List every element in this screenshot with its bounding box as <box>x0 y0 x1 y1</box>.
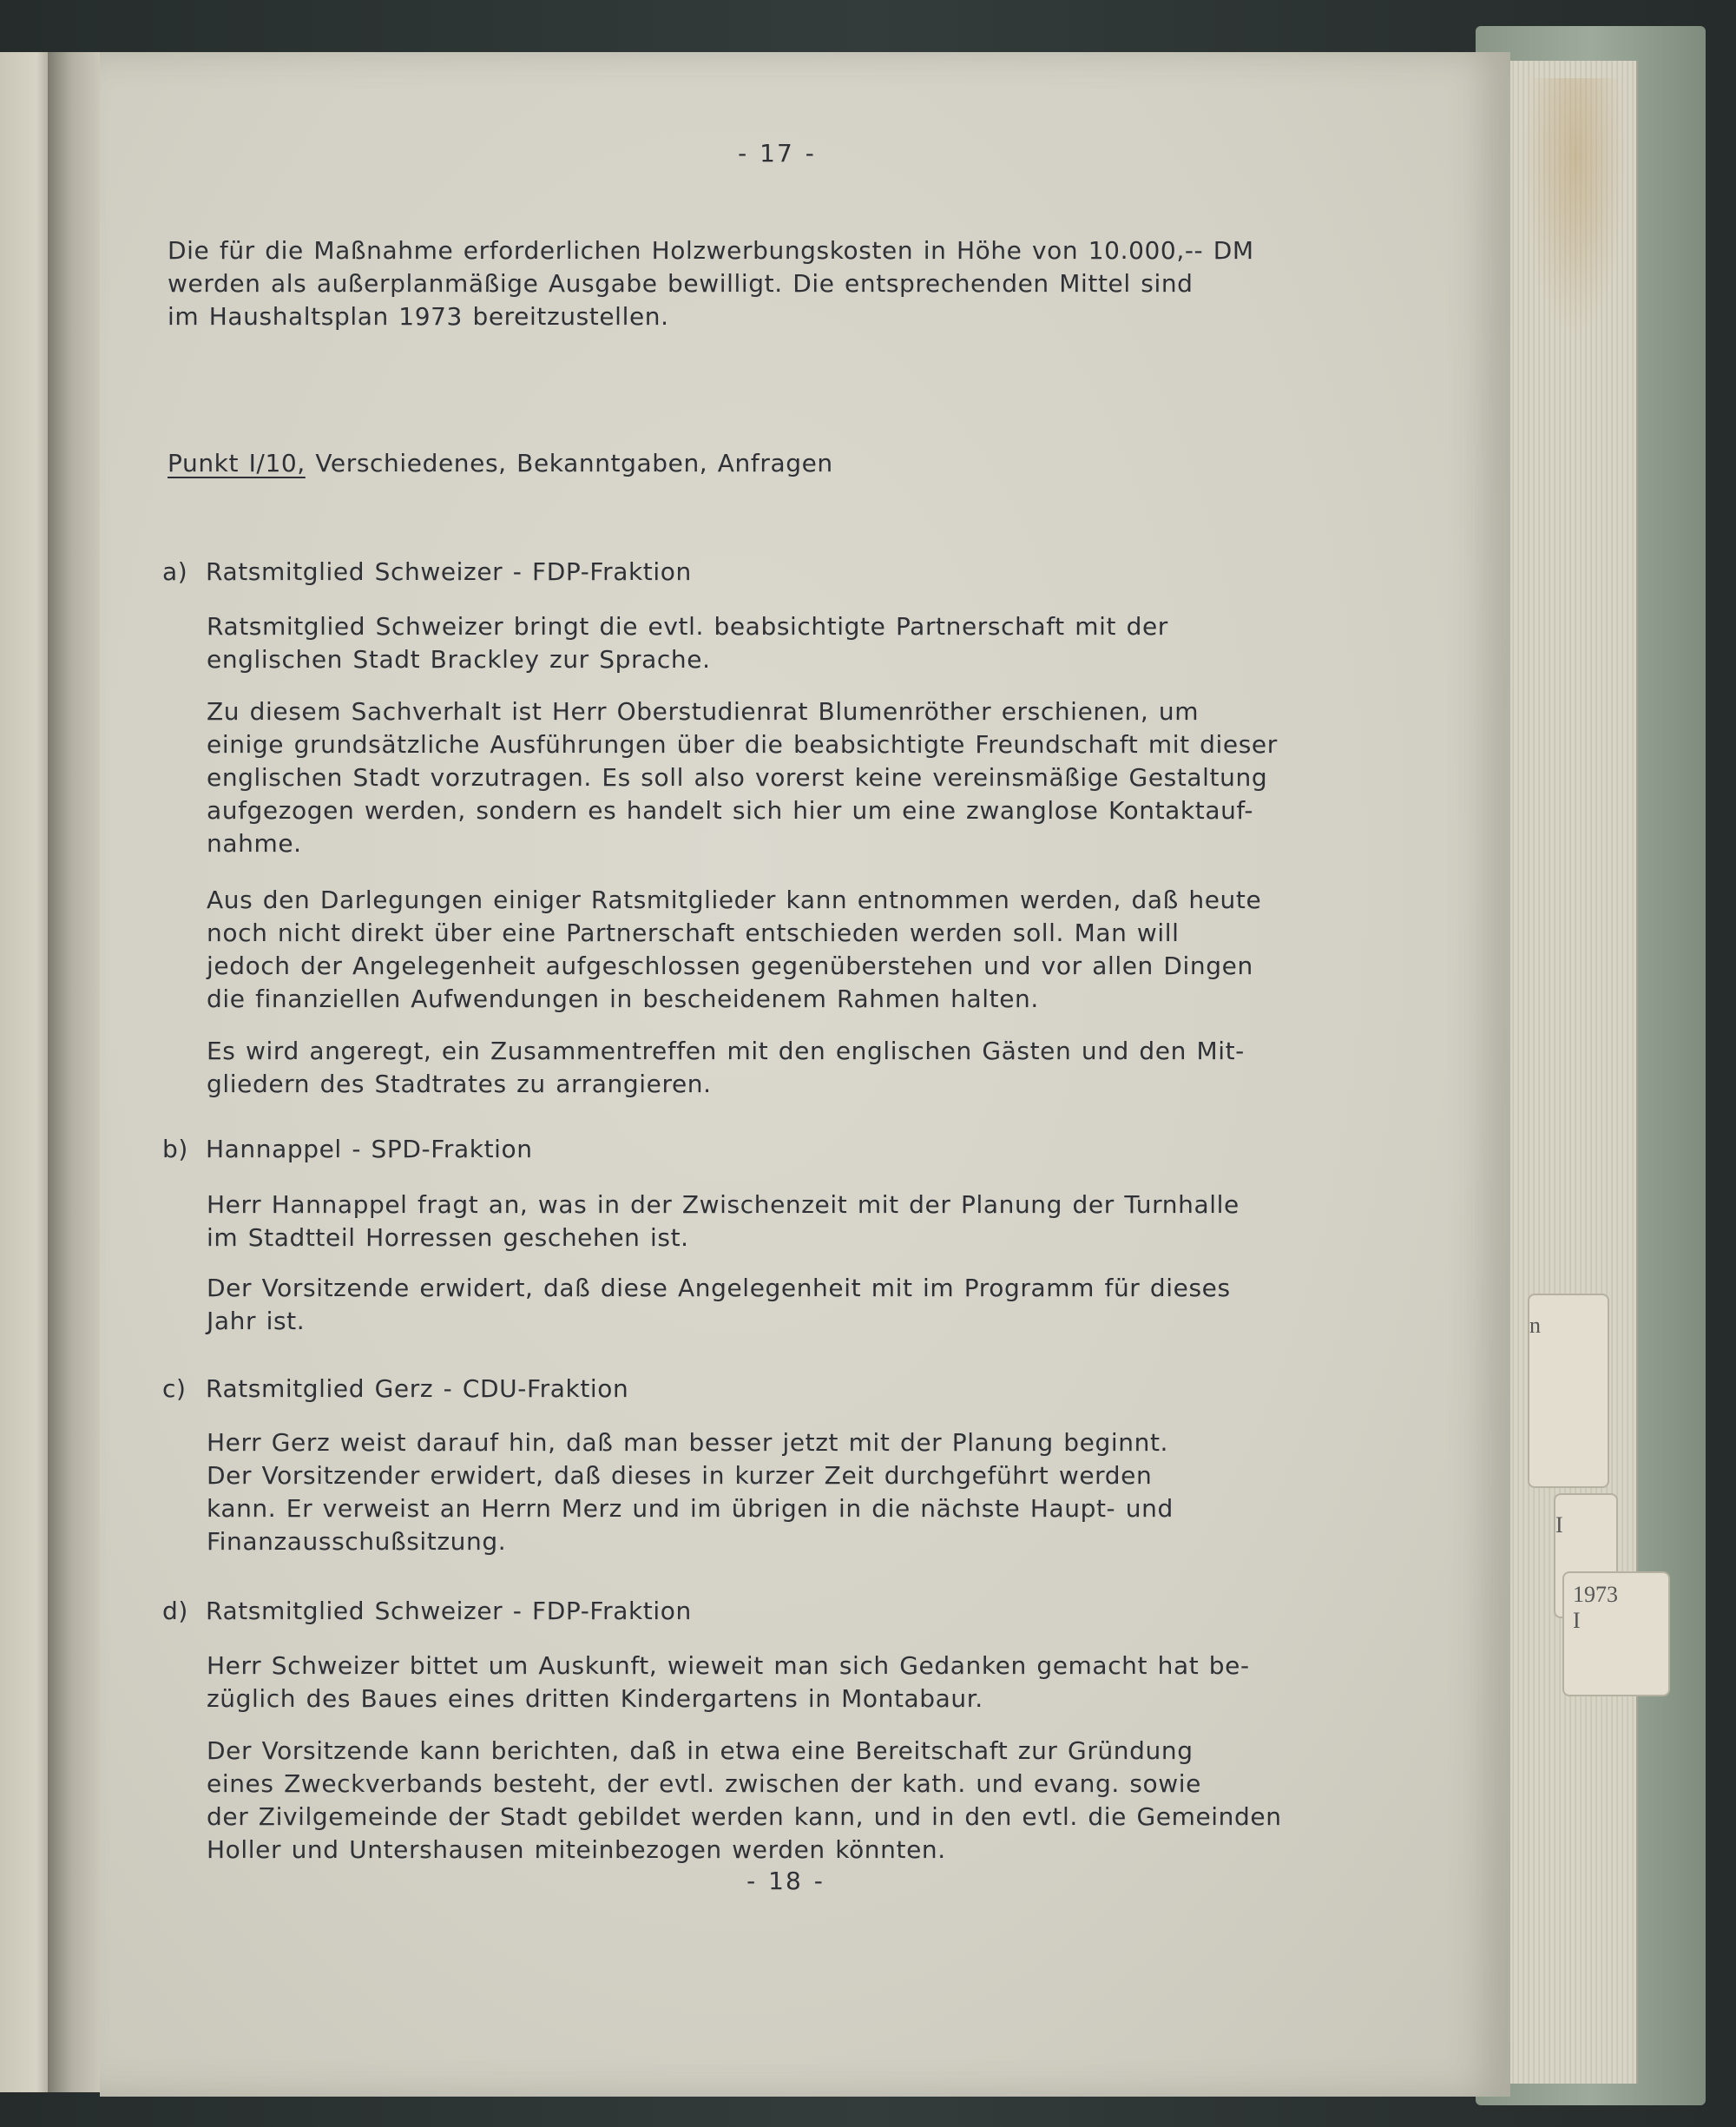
item-d-paragraph-2 <box>207 1735 1457 1867</box>
item-a-paragraph-2 <box>207 695 1457 860</box>
text-line: Herr Gerz weist darauf hin, daß man besser jetzt mit der Planung beginnt. <box>207 1428 1169 1457</box>
index-tab <box>1528 1294 1609 1488</box>
document-page <box>100 52 1510 2097</box>
text-line: werden als außerplanmäßige Ausgabe bewilligt. Die entsprechenden Mittel sind <box>168 269 1194 298</box>
page-edges <box>1489 61 1638 2084</box>
text-line: züglich des Baues eines dritten Kindergartens in Montabaur. <box>207 1684 983 1713</box>
item-a-paragraph-3 <box>207 884 1457 1016</box>
item-label: d) <box>162 1597 188 1625</box>
text-line: Herr Hannappel fragt an, was in der Zwischenzeit mit der Planung der Turnhalle <box>207 1190 1240 1219</box>
text-line: kann. Er verweist an Herrn Merz und im übrigen in die nächste Haupt- und <box>207 1494 1174 1523</box>
item-title: Ratsmitglied Gerz - CDU-Fraktion <box>206 1374 629 1403</box>
text-line: englischen Stadt vorzutragen. Es soll also vorerst keine vereinsmäßige Gestaltung <box>207 763 1268 792</box>
section-number: Punkt I/10, <box>168 449 306 477</box>
text-line: Der Vorsitzende kann berichten, daß in etwa eine Bereitschaft zur Gründung <box>207 1736 1194 1765</box>
item-label: b) <box>162 1135 188 1163</box>
tab-label: n <box>1529 1313 1541 1338</box>
text-line: Herr Schweizer bittet um Auskunft, wieweit man sich Gedanken gemacht hat be- <box>207 1651 1250 1680</box>
item-heading-c <box>162 1373 1204 1406</box>
item-label: a) <box>162 557 188 586</box>
item-b-paragraph-1 <box>207 1189 1457 1254</box>
item-title: Ratsmitglied Schweizer - FDP-Fraktion <box>206 557 692 586</box>
item-heading-a <box>162 556 1204 589</box>
index-tab <box>1562 1571 1670 1696</box>
text-line: Ratsmitglied Schweizer bringt die evtl. beabsichtigte Partnerschaft mit der <box>207 612 1168 641</box>
text-line: im Stadtteil Horressen geschehen ist. <box>207 1223 689 1252</box>
page-stain <box>1523 78 1628 339</box>
page-number-top: - 17 - <box>738 139 816 168</box>
section-heading <box>168 447 1296 480</box>
item-b-paragraph-2 <box>207 1272 1457 1338</box>
text-line: noch nicht direkt über eine Partnerschaft entschieden werden soll. Man will <box>207 919 1180 947</box>
left-facing-page <box>0 52 52 2092</box>
text-line: Aus den Darlegungen einiger Ratsmitglieder kann entnommen werden, daß heute <box>207 886 1262 914</box>
text-line: Die für die Maßnahme erforderlichen Holzwerbungskosten in Höhe von 10.000,-- DM <box>168 236 1254 265</box>
text-line: eines Zweckverbands besteht, der evtl. zwischen der kath. und evang. sowie <box>207 1769 1201 1798</box>
text-line: gliedern des Stadtrates zu arrangieren. <box>207 1070 712 1098</box>
item-title: Ratsmitglied Schweizer - FDP-Fraktion <box>206 1597 692 1625</box>
text-line: Holler und Untershausen miteinbezogen werden könnten. <box>207 1835 946 1864</box>
text-line: der Zivilgemeinde der Stadt gebildet werden kann, und in den evtl. die Gemeinden <box>207 1802 1282 1831</box>
tab-label: I <box>1573 1608 1581 1633</box>
text-line: jedoch der Angelegenheit aufgeschlossen gegenüberstehen und vor allen Dingen <box>207 952 1253 980</box>
text-line: aufgezogen werden, sondern es handelt sich hier um eine zwanglose Kontaktauf- <box>207 796 1254 825</box>
section-title: Verschiedenes, Bekanntgaben, Anfragen <box>315 449 833 477</box>
text-line: Jahr ist. <box>207 1307 306 1335</box>
item-a-paragraph-4 <box>207 1035 1457 1101</box>
text-line: Der Vorsitzende erwidert, daß diese Angelegenheit mit im Programm für dieses <box>207 1274 1231 1302</box>
text-line: die finanziellen Aufwendungen in bescheidenem Rahmen halten. <box>207 984 1039 1013</box>
intro-paragraph <box>168 234 1452 333</box>
text-line: einige grundsätzliche Ausführungen über die beabsichtigte Freundschaft mit dieser <box>207 730 1278 759</box>
item-heading-b <box>162 1133 1204 1166</box>
text-line: Finanzausschußsitzung. <box>207 1527 507 1556</box>
tab-label: 1973 <box>1573 1582 1618 1607</box>
text-line: Der Vorsitzender erwidert, daß dieses in kurzer Zeit durchgeführt werden <box>207 1461 1153 1490</box>
item-d-paragraph-1 <box>207 1650 1457 1715</box>
text-line: Es wird angeregt, ein Zusammentreffen mit den englischen Gästen und den Mit- <box>207 1037 1245 1065</box>
item-title: Hannappel - SPD-Fraktion <box>206 1135 533 1163</box>
text-line: im Haushaltsplan 1973 bereitzustellen. <box>168 302 669 331</box>
text-line: nahme. <box>207 829 302 858</box>
page-content <box>100 52 1510 2097</box>
item-heading-d <box>162 1595 1204 1628</box>
text-line: englischen Stadt Brackley zur Sprache. <box>207 645 711 674</box>
page-number-bottom: - 18 - <box>746 1867 825 1895</box>
text-line: Zu diesem Sachverhalt ist Herr Oberstudienrat Blumenröther erschienen, um <box>207 697 1200 726</box>
tab-label: I <box>1555 1512 1563 1538</box>
item-a-paragraph-1 <box>207 610 1457 676</box>
item-label: c) <box>162 1374 187 1403</box>
item-c-paragraph-1 <box>207 1426 1457 1558</box>
